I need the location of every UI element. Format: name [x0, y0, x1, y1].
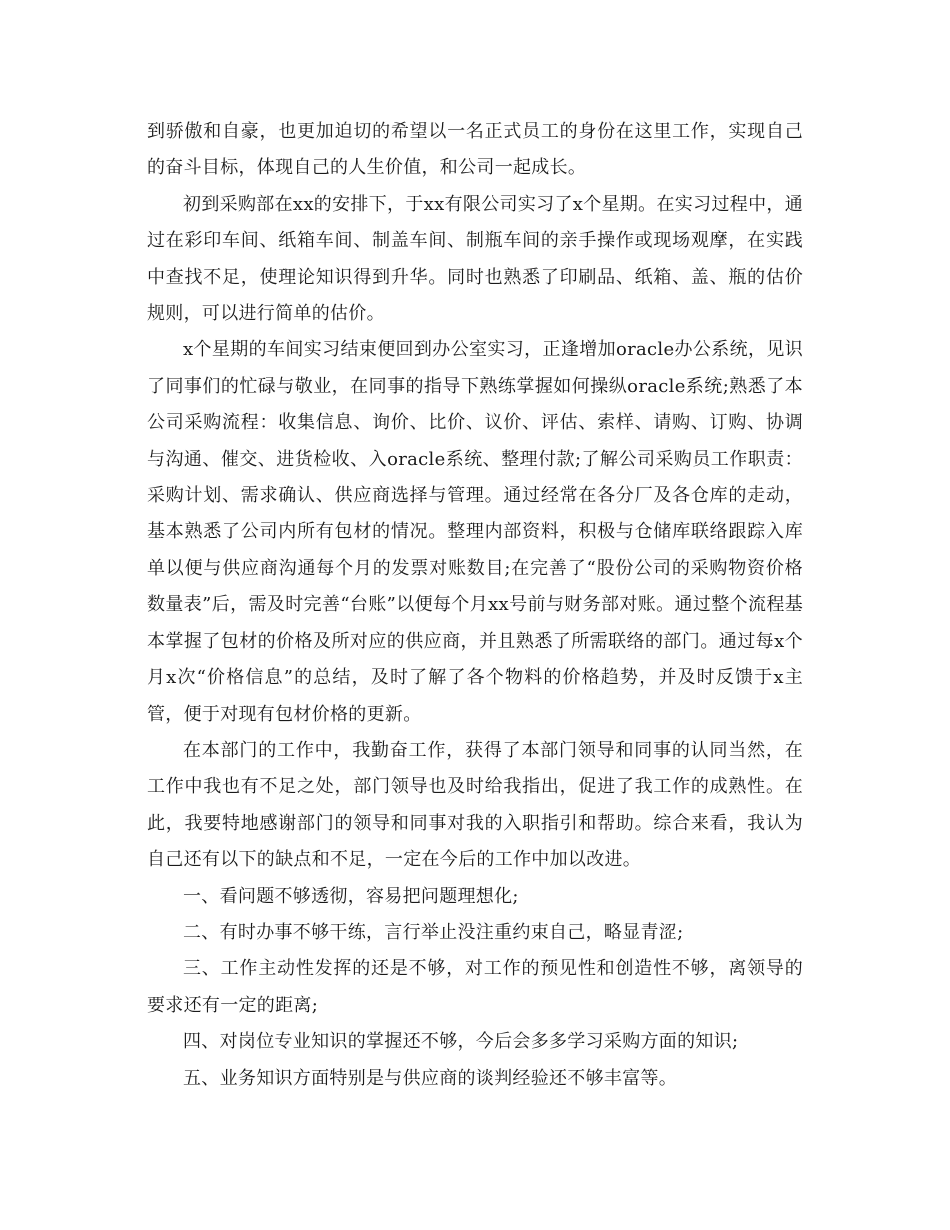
list-item-shortcoming-3: 三、工作主动性发挥的还是不够，对工作的预见性和创造性不够，离领导的要求还有一定的距离; — [147, 958, 803, 1016]
paragraph-self-assessment: 在本部门的工作中，我勤奋工作，获得了本部门领导和同事的认同当然，在工作中我也有不足之处，部门领导也及时给我指出，促进了我工作的成熟性。在此，我要特地感谢部门的领导和同事对我的入职指引和帮助。综合来看，我认为自己还有以下的缺点和不足，一定在今后的工作中加以改进。 — [147, 739, 803, 871]
list-item-shortcoming-4: 四、对岗位专业知识的掌握还不够，今后会多多学习采购方面的知识; — [183, 1031, 739, 1053]
document-body — [147, 114, 803, 1097]
list-item-shortcoming-5: 五、业务知识方面特别是与供应商的谈判经验还不够丰富等。 — [183, 1067, 678, 1089]
paragraph-continuation: 到骄傲和自豪，也更加迫切的希望以一名正式员工的身份在这里工作，实现自己的奋斗目标，体现自己的人生价值，和公司一起成长。 — [147, 121, 803, 179]
paragraph-internship-start: 初到采购部在xx的安排下，于xx有限公司实习了x个星期。在实习过程中，通过在彩印车间、纸箱车间、制盖车间、制瓶车间的亲手操作或现场观摩，在实践中查找不足，使理论知识得到升华。同时也熟悉了印刷品、纸箱、盖、瓶的估价规则，可以进行简单的估价。 — [147, 193, 803, 325]
paragraph-office-internship: x个星期的车间实习结束便回到办公室实习，正逢增加oracle办公系统，见识了同事们的忙碌与敬业，在同事的指导下熟练掌握如何操纵oracle系统;熟悉了本公司采购流程：收集信息、询价、比价、议价、评估、索样、请购、订购、协调与沟通、催交、进货检收、入oracle系统、整理付款;了解公司采购员工作职责：采购计划、需求确认、供应商选择与管理。通过经常在各分厂及各仓库的走动，基本熟悉了公司内所有包材的情况。整理内部资料，积极与仓储库联络跟踪入库单以便与供应商沟通每个月的发票对账数目;在完善了“股份公司的采购物资价格数量表”后，需及时完善“台账”以便每个月xx号前与财务部对账。通过整个流程基本掌握了包材的价格及所对应的供应商，并且熟悉了所需联络的部门。通过每x个月x次“价格信息”的总结，及时了解了各个物料的价格趋势，并及时反馈于x主管，便于对现有包材价格的更新。 — [147, 339, 803, 725]
list-item-shortcoming-1: 一、看问题不够透彻，容易把问题理想化; — [183, 885, 519, 907]
list-item-shortcoming-2: 二、有时办事不够干练，言行举止没注重约束自己，略显青涩; — [183, 921, 684, 943]
